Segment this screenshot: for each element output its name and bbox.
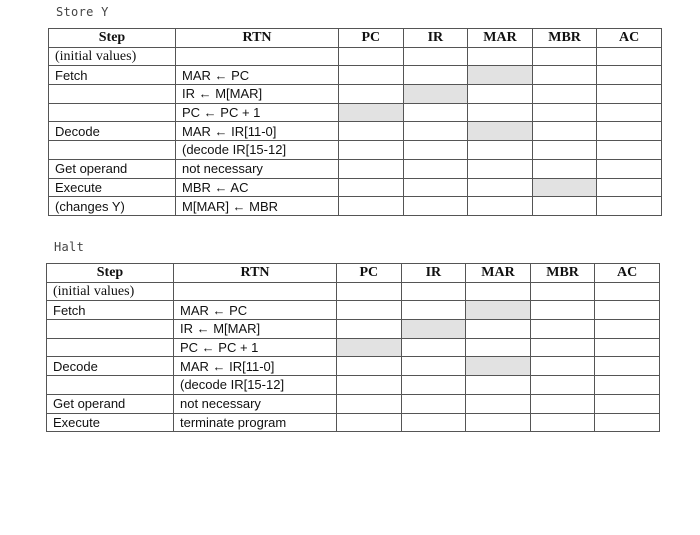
register-cell-ac (595, 301, 660, 320)
register-cell-ir (401, 376, 466, 395)
step-cell: Fetch (49, 66, 176, 85)
rtn-cell (176, 47, 339, 66)
register-cell-ir (403, 47, 468, 66)
table-row (47, 301, 660, 320)
register-cell-pc (337, 376, 402, 395)
rtn-cell (174, 282, 337, 301)
register-cell-ac (597, 159, 662, 178)
rtn-cell: MAR ← PC (174, 301, 337, 320)
register-cell-mar (468, 122, 533, 141)
column-header-step: Step (49, 29, 176, 48)
table-row (49, 103, 662, 122)
table-row (47, 394, 660, 413)
rtn-cell: (decode IR[15-12] (176, 141, 339, 160)
register-cell-ir (401, 357, 466, 376)
table-row (47, 338, 660, 357)
step-cell: Fetch (47, 301, 174, 320)
column-header-pc: PC (339, 29, 404, 48)
step-cell: Decode (47, 357, 174, 376)
register-cell-mbr (532, 103, 597, 122)
rtn-cell: MAR ← PC (176, 66, 339, 85)
register-cell-mbr (530, 320, 595, 339)
step-cell: Get operand (47, 394, 174, 413)
section-title-store-y: Store Y (56, 5, 109, 19)
register-cell-mbr (530, 394, 595, 413)
table-row (49, 178, 662, 197)
register-cell-ir (403, 85, 468, 104)
rtn-cell: MAR ← IR[11-0] (176, 122, 339, 141)
step-cell (49, 103, 176, 122)
rtn-cell: (decode IR[15-12] (174, 376, 337, 395)
step-cell: Execute (49, 178, 176, 197)
register-cell-ac (597, 197, 662, 216)
rtn-cell: MBR ← AC (176, 178, 339, 197)
register-cell-mbr (530, 282, 595, 301)
register-cell-pc (337, 282, 402, 301)
column-header-mar: MAR (468, 29, 533, 48)
rtn-table-store-y (48, 28, 662, 216)
register-cell-ac (595, 357, 660, 376)
register-cell-mbr (530, 301, 595, 320)
column-header-mar: MAR (466, 264, 531, 283)
table-row (47, 376, 660, 395)
step-cell: (initial values) (47, 282, 174, 301)
register-cell-ac (597, 66, 662, 85)
register-cell-pc (339, 159, 404, 178)
register-cell-pc (339, 141, 404, 160)
register-cell-pc (337, 413, 402, 432)
register-cell-mar (468, 141, 533, 160)
register-cell-pc (339, 122, 404, 141)
column-header-ac: AC (595, 264, 660, 283)
table-header-row (47, 264, 660, 283)
register-cell-pc (337, 357, 402, 376)
register-cell-pc (337, 301, 402, 320)
register-cell-mar (466, 282, 531, 301)
register-cell-mbr (530, 357, 595, 376)
rtn-cell: M[MAR] ← MBR (176, 197, 339, 216)
register-cell-ac (595, 376, 660, 395)
rtn-cell: not necessary (176, 159, 339, 178)
register-cell-mar (468, 178, 533, 197)
table-row (47, 357, 660, 376)
rtn-cell: IR ← M[MAR] (174, 320, 337, 339)
register-cell-ac (595, 394, 660, 413)
register-cell-pc (339, 197, 404, 216)
step-cell (47, 376, 174, 395)
register-cell-mbr (532, 122, 597, 141)
rtn-cell: MAR ← IR[11-0] (174, 357, 337, 376)
table-row (49, 122, 662, 141)
register-cell-mbr (530, 338, 595, 357)
register-cell-pc (339, 103, 404, 122)
section-title-halt: Halt (54, 240, 85, 254)
step-cell (47, 320, 174, 339)
register-cell-mar (466, 394, 531, 413)
register-cell-pc (337, 320, 402, 339)
register-cell-ac (595, 413, 660, 432)
register-cell-mbr (532, 178, 597, 197)
register-cell-ir (401, 413, 466, 432)
column-header-ac: AC (597, 29, 662, 48)
column-header-rtn: RTN (174, 264, 337, 283)
rtn-cell: PC ← PC + 1 (174, 338, 337, 357)
register-cell-mbr (532, 85, 597, 104)
step-cell (49, 141, 176, 160)
rtn-cell: not necessary (174, 394, 337, 413)
register-cell-mar (466, 338, 531, 357)
register-cell-mar (466, 301, 531, 320)
register-cell-ir (403, 103, 468, 122)
register-cell-ac (597, 103, 662, 122)
register-cell-mar (466, 357, 531, 376)
register-cell-ir (403, 159, 468, 178)
register-cell-mbr (532, 141, 597, 160)
column-header-rtn: RTN (176, 29, 339, 48)
register-cell-ac (597, 178, 662, 197)
register-cell-ac (597, 122, 662, 141)
register-cell-mbr (532, 66, 597, 85)
register-cell-mbr (532, 197, 597, 216)
register-cell-ir (403, 178, 468, 197)
table-row (49, 47, 662, 66)
step-cell: Execute (47, 413, 174, 432)
register-cell-mar (466, 376, 531, 395)
table-header-row (49, 29, 662, 48)
register-cell-ir (401, 301, 466, 320)
register-cell-mar (468, 159, 533, 178)
register-cell-mar (468, 197, 533, 216)
step-cell (47, 338, 174, 357)
register-cell-mar (468, 66, 533, 85)
register-cell-ac (597, 85, 662, 104)
register-cell-pc (339, 47, 404, 66)
register-cell-ir (403, 197, 468, 216)
register-cell-ir (401, 282, 466, 301)
column-header-mbr: MBR (530, 264, 595, 283)
register-cell-pc (339, 178, 404, 197)
column-header-ir: IR (403, 29, 468, 48)
column-header-mbr: MBR (532, 29, 597, 48)
register-cell-ac (595, 338, 660, 357)
column-header-pc: PC (337, 264, 402, 283)
table-row (47, 282, 660, 301)
register-cell-mbr (532, 47, 597, 66)
table-row (49, 66, 662, 85)
register-cell-ir (401, 394, 466, 413)
table-row (49, 197, 662, 216)
column-header-ir: IR (401, 264, 466, 283)
register-cell-mbr (530, 376, 595, 395)
register-cell-ac (597, 141, 662, 160)
rtn-cell: IR ← M[MAR] (176, 85, 339, 104)
register-cell-ac (595, 320, 660, 339)
register-cell-ac (597, 47, 662, 66)
register-cell-ir (401, 320, 466, 339)
register-cell-ir (403, 66, 468, 85)
rtn-table-halt (46, 263, 660, 432)
register-cell-mar (468, 85, 533, 104)
register-cell-ir (403, 141, 468, 160)
table-row (49, 159, 662, 178)
step-cell: Get operand (49, 159, 176, 178)
table-row (47, 413, 660, 432)
rtn-cell: terminate program (174, 413, 337, 432)
table-row (49, 141, 662, 160)
step-cell (49, 85, 176, 104)
rtn-cell: PC ← PC + 1 (176, 103, 339, 122)
register-cell-pc (337, 338, 402, 357)
step-cell: (initial values) (49, 47, 176, 66)
register-cell-mar (468, 103, 533, 122)
step-cell: (changes Y) (49, 197, 176, 216)
register-cell-mar (466, 320, 531, 339)
step-cell: Decode (49, 122, 176, 141)
table-row (47, 320, 660, 339)
register-cell-ir (401, 338, 466, 357)
register-cell-mbr (532, 159, 597, 178)
register-cell-ac (595, 282, 660, 301)
register-cell-pc (339, 66, 404, 85)
table-row (49, 85, 662, 104)
register-cell-pc (339, 85, 404, 104)
register-cell-mar (466, 413, 531, 432)
register-cell-pc (337, 394, 402, 413)
register-cell-mbr (530, 413, 595, 432)
column-header-step: Step (47, 264, 174, 283)
register-cell-mar (468, 47, 533, 66)
register-cell-ir (403, 122, 468, 141)
